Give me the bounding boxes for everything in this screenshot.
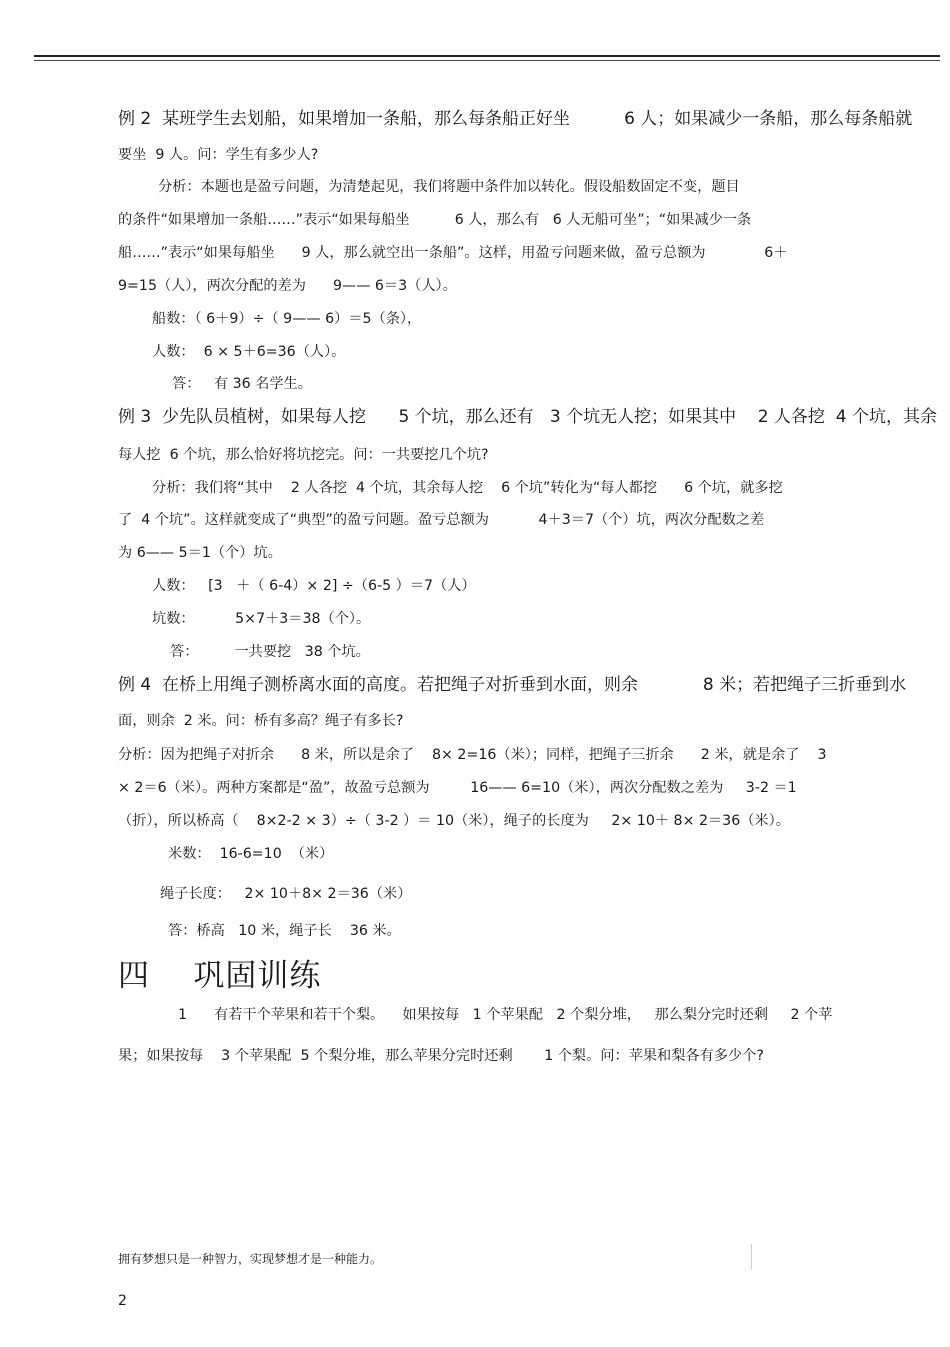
example-2-analysis-4: 9=15（人），两次分配的差为 9—— 6＝3（人）。 [118,278,457,294]
example-4-meters: 米数： 16-6=10 （米） [168,846,334,862]
header-rule-thin [34,60,940,61]
example-2-answer: 答： 有 36 名学生。 [172,376,312,392]
footer-quote: 拥有梦想只是一种智力，实现梦想才是一种能力。 [118,1252,383,1266]
example-2-line-2: 要坐 9 人。问：学生有多少人? [118,147,319,163]
example-3-analysis-3: 为 6—— 5＝1（个）坑。 [118,545,282,561]
example-2-people: 人数： 6 × 5＋6=36（人）。 [152,344,346,360]
example-2-boats: 船数：（ 6＋9）÷（ 9—— 6）＝5（条）， [152,311,422,327]
section-heading: 四 巩固训练 [118,958,322,994]
exercise-1-line-2: 果；如果按每 3 个苹果配 5 个梨分堆，那么苹果分完时还剩 1 个梨。问：苹果和梨各有多少个? [118,1048,764,1064]
example-3-line-1: 例 3 少先队员植树，如果每人挖 5 个坑，那么还有 3 个坑无人挖；如果其中 2 人各挖 4 个坑，其余 [118,407,937,427]
example-3-answer: 答： 一共要挖 38 个坑。 [170,644,370,660]
example-3-line-2: 每人挖 6 个坑，那么恰好将坑挖完。问：一共要挖几个坑? [118,447,489,463]
example-4-analysis-2: × 2＝6（米）。两种方案都是“盈”，故盈亏总额为 16—— 6=10（米），两次分配数之差为 3-2 ＝1 [118,780,797,796]
example-3-analysis-1: 分析：我们将“其中 2 人各挖 4 个坑，其余每人挖 6 个坑”转化为“每人都挖 6 个坑，就多挖 [152,480,783,496]
example-4-line-1: 例 4 在桥上用绳子测桥离水面的高度。若把绳子对折垂到水面，则余 8 米；若把绳子三折垂到水 [118,675,907,695]
example-4-rope-length: 绳子长度： 2× 10＋8× 2＝36（米） [160,886,412,902]
header-rule [34,55,940,57]
example-2-analysis-1: 分析：本题也是盈亏问题，为清楚起见，我们将题中条件加以转化。假设船数固定不变，题目 [158,179,740,195]
example-3-people: 人数： [3 ＋（ 6-4）× 2] ÷（6-5 ）＝7（人） [152,578,476,594]
example-3-pits: 坑数： 5×7＋3＝38（个）。 [152,611,371,627]
example-4-answer: 答：桥高 10 米，绳子长 36 米。 [168,923,401,939]
example-3-analysis-2: 了 4 个坑”。这样就变成了“典型”的盈亏问题。盈亏总额为 4＋3＝7（个）坑，两次分配数之差 [118,512,765,528]
page-number: 2 [118,1293,127,1309]
example-2-line-1: 例 2 某班学生去划船，如果增加一条船，那么每条船正好坐 6 人；如果减少一条船，那么每条船就 [118,109,913,129]
example-4-analysis-1: 分析：因为把绳子对折余 8 米，所以是余了 8× 2=16（米）；同样，把绳子三折余 2 米，就是余了 3 [118,747,827,763]
example-4-line-2: 面，则余 2 米。问：桥有多高？绳子有多长? [118,713,404,729]
exercise-1-line-1: 1 有若干个苹果和若干个梨。 如果按每 1 个苹果配 2 个梨分堆， 那么梨分完时还剩 2 个苹 [178,1007,833,1023]
example-2-analysis-2: 的条件“如果增加一条船……”表示“如果每船坐 6 人，那么有 6 人无船可坐”；“如果减少一条 [118,212,752,228]
example-2-analysis-3: 船……”表示“如果每船坐 9 人，那么就空出一条船”。这样，用盈亏问题来做，盈亏总额为 6＋ [118,245,788,261]
example-4-analysis-3: （折），所以桥高（ 8×2-2 × 3）÷（ 3-2 ）＝ 10（米），绳子的长度为 2× 10＋ 8× 2＝36（米）。 [118,813,790,829]
footer-divider [751,1244,752,1270]
